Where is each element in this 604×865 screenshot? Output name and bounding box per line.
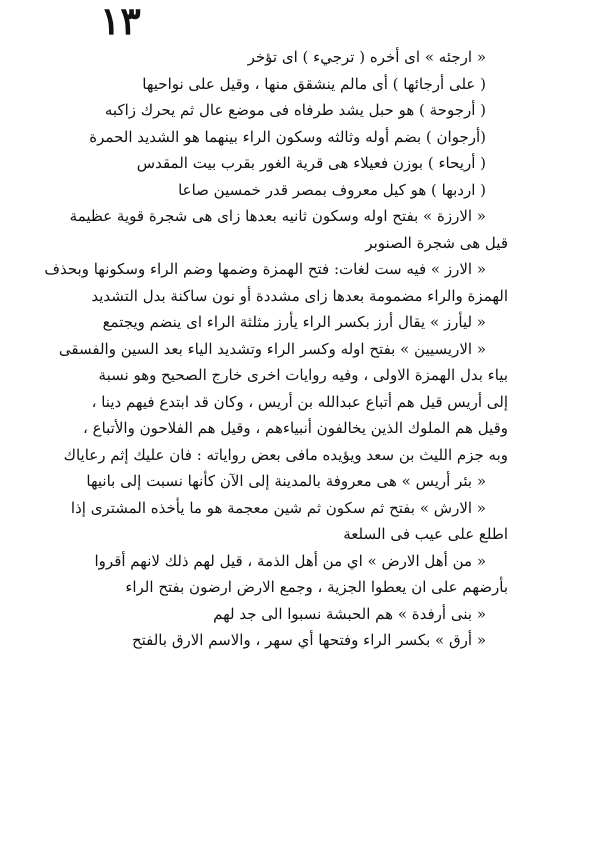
text-line: « بئر أريس » هى معروفة بالمدينة إلى الآن كأنها نسبت إلى بانيها [86, 472, 486, 490]
text-line: « الارزة » بفتح اوله وسكون ثانيه بعدها زاى هى شجرة قوية عظيمة [69, 207, 486, 225]
text-line: الهمزة والراء مضمومة بعدها زاى مشددة أو نون ساكنة بدل التشديد [91, 286, 508, 305]
text-line: « أرق » بكسر الراء وفتحها أي سهر ، والاسم الارق بالفتح [131, 631, 486, 649]
text-line: « الاريسيين » بفتح اوله وكسر الراء وتشديد الياء بعد السين والفسقى [58, 339, 486, 358]
text-line: وقيل هم الملوك الذين يخالفون أنبياءهم ، وقيل هم الفلاحون والأتباع ، [83, 419, 508, 437]
text-line: « من أهل الارض » اي من أهل الذمة ، قيل لهم ذلك لانهم أقروا [94, 551, 486, 570]
text-line: ( على أرجائها ) أى مالم ينشقق منها ، وقيل على نواحيها [142, 74, 486, 93]
text-line: ( أريحاء ) بوزن فعيلاء هى قرية الغور بقرب بيت المقدس [136, 154, 486, 172]
text-line: اطلع على عيب فى السلعة [343, 525, 508, 543]
text-line: بأرضهم على ان يعطوا الجزية ، وجمع الارض ارضون بفتح الراء [125, 578, 508, 596]
text-line: بياء بدل الهمزة الاولى ، وفيه روايات اخرى خارج الصحيح وهو نسبة [98, 366, 508, 384]
text-line: « بنى أرفدة » هم الحبشة نسبوا الى جد لهم [213, 604, 486, 623]
text-line: وبه جزم الليث بن سعد ويؤيده مافى بعض رواياته : فان عليك إثم رعاياك [63, 445, 508, 464]
text-line: « الارز » فيه ست لغات: فتح الهمزة وضمها وضم الراء وسكونها وبحذف [44, 260, 486, 278]
text-line: « ارجئه » اى أخره ( ترجيء ) اى تؤخر [247, 48, 486, 66]
page-number: ١٣ [100, 0, 141, 43]
text-line: ( اردبها ) هو كيل معروف بمصر قدر خمسين صاعا [178, 180, 486, 199]
text-line: قيل هى شجرة الصنوبر [365, 233, 508, 252]
glossary-text [44, 44, 508, 654]
text-line: « الارش » بفتح ثم سكون ثم شين معجمة هو ما يأخذه المشترى إذا [70, 498, 486, 517]
text-line: « ليأرز » يقال أرز بكسر الراء يأرز مثلثة الراء اى ينضم ويجتمع [102, 313, 486, 331]
text-line: إلى أريس قيل هم أتباع عبدالله بن أريس ، وكان قد ابتدع فيهم دينا ، [91, 392, 508, 411]
text-line: ( أرجوحة ) هو حبل يشد طرفاه فى موضع عال ثم يحرك زاكبه [104, 101, 486, 119]
text-line: (أرجوان ) بضم أوله وثالثه وسكون الراء بينهما هو الشديد الحمرة [89, 127, 486, 146]
